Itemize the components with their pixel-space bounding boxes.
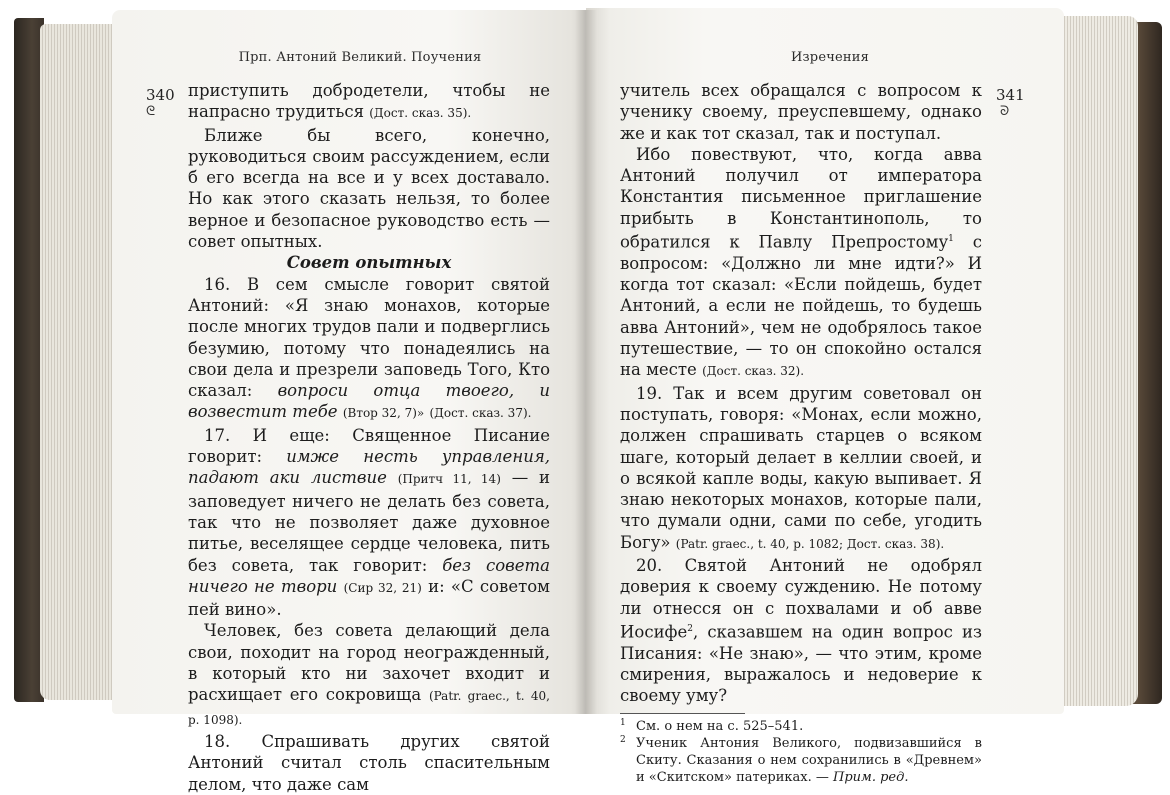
paragraph: Ближе бы всего, конечно, руководиться своим рассуждением, если б его всегда на все и у всех доставало. Но как этого сказать нельзя, то более верное и безопасное руководство есть — совет опытных. [188, 125, 550, 252]
ornament-right-icon: ᘐ [1000, 104, 1010, 119]
running-head-right: Изречения [790, 50, 870, 65]
section-title: Совет опытных [286, 253, 452, 273]
page-number-left: 340 [146, 86, 175, 104]
right-page-text [620, 80, 982, 786]
paragraph-19: 19. Так и всем другим советовал он поступать, говоря: «Монах, если можно, должен спрашивать старцев о всяком шаге, который делает в келлии своей, и о всякой капле воды, какую выпивает. Я знаю некоторых монахов, которые пали, что думали одни, сами по себе, угодить Богу» (Patr. graec., t. 40, p. 1082; Дост. сказ. 38). [620, 383, 982, 552]
ornament-left-icon: ᘓ [146, 104, 156, 119]
page-number-right: 341 [996, 86, 1025, 104]
paragraph: приступить добродетели, чтобы не напрасно трудиться (Дост. сказ. 35). [188, 81, 550, 122]
paragraph: Ибо повествуют, что, когда авва Антоний получил от императора Константия письменное приглашение прибыть в Константинополь, то обратился к Павлу Препростому$^1$ с вопросом: «Должно ли мне идти?» И когда тот сказал: «Если пойдешь, будет Антоний, а если не пойдешь, то будешь авва Антоний», чем не одобрялось такое путешествие, — то он спокойно остался на месте (Дост. сказ. 32). [620, 144, 982, 380]
paragraph: Человек, без совета делающий дела свои, походит на город неогражденный, в который кто ни захочет входит и расхищает его сокровища (Patr. graec., t. 40, p. 1098). [188, 621, 550, 727]
paragraph-20: 20. Святой Антоний не одобрял доверия к своему суждению. Не потому ли отнесся он с похвалами и об авве Иосифе$^2$, сказавшем на один вопрос из Писания: «Не знаю», — что этим, кроме смирения, выражалось и недоверие к своему уму? [620, 556, 982, 706]
paragraph: учитель всех обращался с вопросом к ученику своему, преуспевшему, однако же и как тот сказал, так и поступал. [620, 81, 982, 143]
page-edges-left [40, 24, 120, 700]
footnote: 2 Ученик Антония Великого, подвизавшийся в Скиту. Сказания о нем сохранились в «Древнем» и «Скитском» патериках. — Прим. ред. [620, 734, 982, 785]
running-head-left: Прп. Антоний Великий. Поучения [238, 50, 482, 65]
paragraph-16: 16. В сем смысле говорит святой Антоний: «Я знаю монахов, которые после многих трудов пали и подверглись безумию, потому что понадеялись на свои дела и презрели заповедь Того, Кто сказал: вопроси отца твоего, и возвестит тебе (Втор 32, 7)» (Дост. сказ. 37). [188, 274, 550, 422]
page-edges-right [1062, 16, 1138, 706]
footnote: 1 См. о нем на с. 525–541. [620, 717, 804, 734]
paragraph-17: 17. И еще: Священное Писание говорит: имже несть управления, падают аки листвие (Притч 11, 14) — и заповедует ничего не делать без совета, так что не позволяет даже духовное питье, веселящее сердце человека, пить без совета, так говорит: без совета ничего не твори (Сир 32, 21) и: «С советом пей вино». [188, 425, 550, 620]
book-gutter [575, 10, 597, 714]
footnote-rule [620, 713, 745, 714]
left-page-text [188, 80, 550, 795]
paragraph-18: 18. Спрашивать других святой Антоний считал столь спасительным делом, что даже сам [188, 731, 550, 794]
